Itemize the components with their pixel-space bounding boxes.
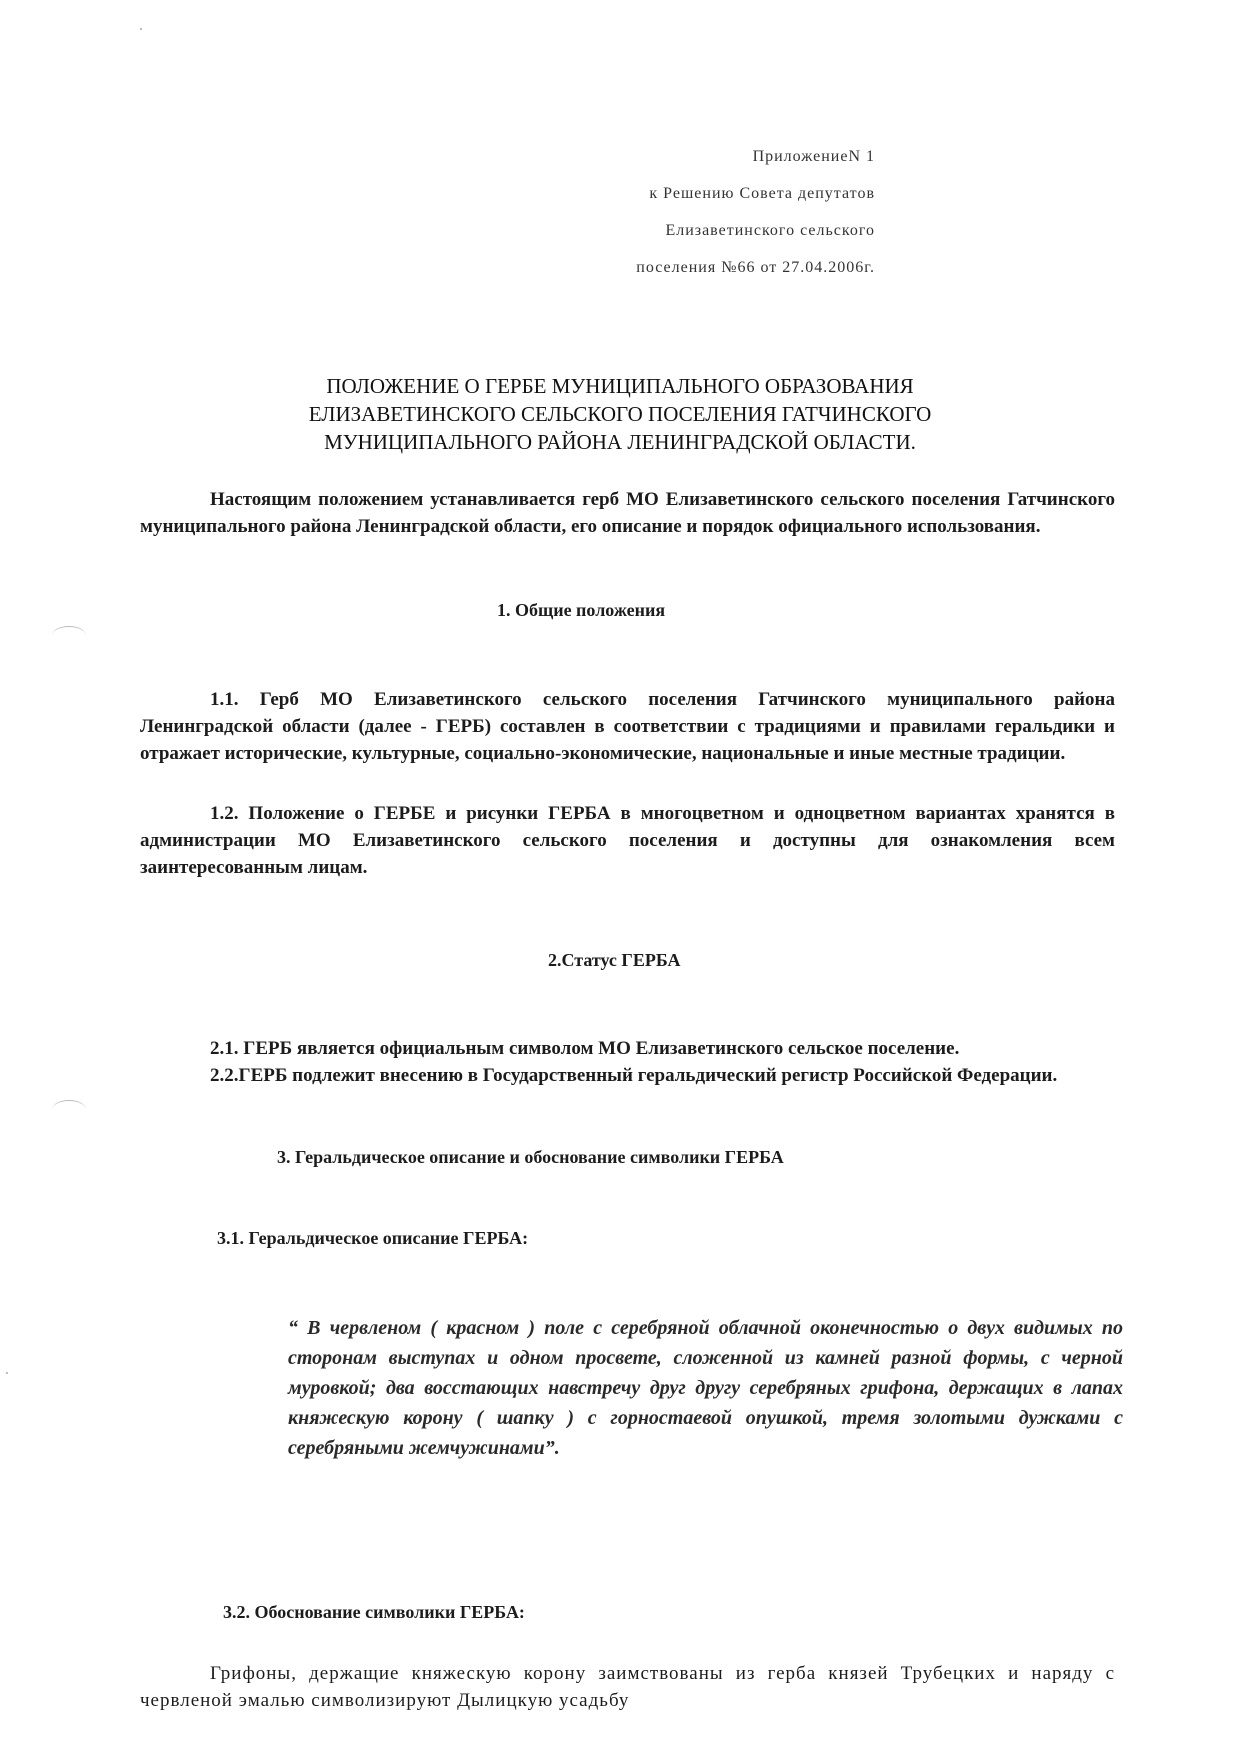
appendix-line-3: Елизаветинского сельского (665, 222, 875, 239)
appendix-line-1: ПриложениеN 1 (752, 148, 875, 165)
intro-paragraph: Настоящим положением устанавливается герб МО Елизаветинского сельского поселения Гатчинского муниципального района Ленинградской области, его описание и порядок официального использования. (140, 489, 1115, 537)
title-line-3: МУНИЦИПАЛЬНОГО РАЙОНА ЛЕНИНГРАДСКОЙ ОБЛАСТИ. (324, 430, 916, 454)
section-3-1-heading: 3.1. Геральдическое описание ГЕРБА: (217, 1228, 529, 1248)
symbolism-paragraph: Грифоны, держащие княжескую корону заимствованы из герба князей Трубецких и наряду с червленой эмалью символизируют Дылицкую усадьбу (140, 1663, 1115, 1711)
scan-speck (6, 1372, 8, 1374)
section-2-2-paragraph: 2.2.ГЕРБ подлежит внесению в Государственный геральдический регистр Российской Федерации. (210, 1065, 1058, 1086)
punch-hole-mark-bottom (52, 1100, 86, 1119)
section-3-heading: 3. Геральдическое описание и обоснование символики ГЕРБА (277, 1147, 784, 1167)
section-1-2-paragraph: 1.2. Положение о ГЕРБЕ и рисунки ГЕРБА в многоцветном и одноцветном вариантах хранятся в администрации МО Елизаветинского сельского поселения и доступны для ознакомления всем заинтересованным лицам. (140, 803, 1115, 878)
appendix-line-2: к Решению Совета депутатов (649, 185, 875, 202)
section-1-heading: 1. Общие положения (497, 600, 666, 620)
section-2-heading: 2.Статус ГЕРБА (548, 950, 681, 970)
section-1-1-paragraph: 1.1. Герб МО Елизаветинского сельского поселения Гатчинского муниципального района Ленинградской области (далее - ГЕРБ) составлен в соответствии с традициями и правилами геральдики и отражает исторические, культурные, социально-экономические, национальные и иные местные традиции. (140, 689, 1115, 764)
scan-speck (140, 28, 142, 30)
title-line-1: ПОЛОЖЕНИЕ О ГЕРБЕ МУНИЦИПАЛЬНОГО ОБРАЗОВАНИЯ (326, 374, 914, 398)
title-line-2: ЕЛИЗАВЕТИНСКОГО СЕЛЬСКОГО ПОСЕЛЕНИЯ ГАТЧИНСКОГО (308, 402, 932, 426)
appendix-line-4: поселения №66 от 27.04.2006г. (636, 259, 875, 276)
section-2-1-paragraph: 2.1. ГЕРБ является официальным символом МО Елизаветинского сельское поселение. (210, 1038, 960, 1059)
document-title (160, 372, 1080, 456)
coat-of-arms-description-quote: “ В червленом ( красном ) поле с серебряной облачной оконечностью о двух видимых по сторонам выступах и одном просвете, сложенной из камней разной формы, с черной муровкой; два восстающих навстречу друг другу серебряных грифона, держащих в лапах княжескую корону ( шапку ) с горностаевой опушкой, тремя золотыми дужками с серебряными жемчужинами”. (288, 1317, 1123, 1459)
section-3-2-heading: 3.2. Обоснование символики ГЕРБА: (223, 1602, 525, 1622)
punch-hole-mark-top (52, 626, 86, 645)
appendix-note (636, 138, 875, 286)
